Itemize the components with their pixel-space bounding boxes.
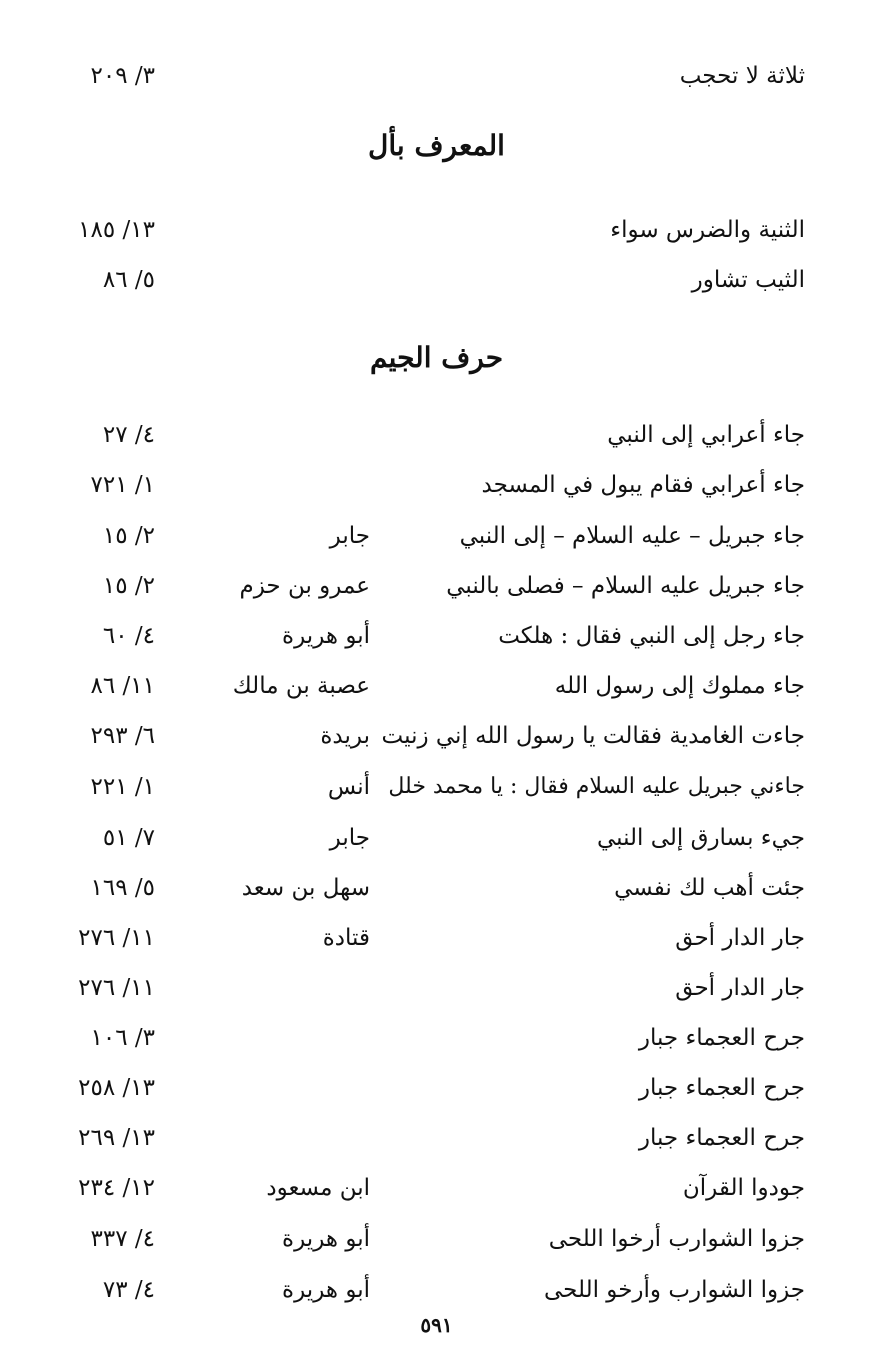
entry-narrator: جابر	[329, 523, 370, 549]
entry-reference: ١٣/ ١٨٥	[78, 217, 155, 243]
entry-reference: ١٢/ ٢٣٤	[78, 1175, 155, 1201]
entry-phrase: جاء رجل إلى النبي فقال : هلكت	[498, 623, 805, 649]
index-entry	[0, 210, 873, 250]
entry-phrase: جرح العجماء جبار	[638, 1075, 805, 1101]
entry-phrase: جاء أعرابي إلى النبي	[607, 422, 805, 448]
entry-reference: ١٣/ ٢٦٩	[78, 1125, 155, 1151]
index-entry	[0, 1219, 873, 1259]
entry-reference: ١١/ ٢٧٦	[78, 925, 155, 951]
entry-narrator: عمرو بن حزم	[239, 573, 370, 599]
section-heading-definite-article: المعرف بأل	[368, 129, 505, 162]
entry-reference: ١/ ٢٢١	[90, 774, 155, 800]
entry-narrator: أبو هريرة	[282, 1277, 370, 1303]
entry-phrase: جاء جبريل عليه السلام – فصلى بالنبي	[446, 573, 805, 599]
entry-phrase: جاء مملوك إلى رسول الله	[554, 673, 805, 699]
index-entry	[0, 968, 873, 1008]
entry-phrase: جرح العجماء جبار	[638, 1025, 805, 1051]
entry-phrase: جار الدار أحق	[675, 975, 805, 1001]
entry-narrator: أبو هريرة	[282, 1226, 370, 1252]
index-entry	[0, 818, 873, 858]
entry-phrase: جاء جبريل – عليه السلام – إلى النبي	[459, 523, 805, 549]
entry-narrator: أنس	[327, 774, 370, 800]
entry-phrase: جرح العجماء جبار	[638, 1125, 805, 1151]
entry-phrase: الثنية والضرس سواء	[610, 217, 805, 243]
entry-narrator: سهل بن سعد	[241, 875, 370, 901]
index-entry	[0, 1018, 873, 1058]
entry-narrator: ابن مسعود	[266, 1175, 370, 1201]
index-entry	[0, 1168, 873, 1208]
entry-phrase: جاءت الغامدية فقالت يا رسول الله إني زنيت	[381, 723, 805, 749]
entry-reference: ٢/ ١٥	[102, 523, 155, 549]
entry-reference: ٣/ ٢٠٩	[90, 63, 155, 89]
index-entry	[0, 566, 873, 606]
index-entry	[0, 260, 873, 300]
entry-reference: ٧/ ٥١	[102, 825, 155, 851]
entry-reference: ٥/ ١٦٩	[90, 875, 155, 901]
index-entry	[0, 616, 873, 656]
entry-narrator: جابر	[329, 825, 370, 851]
entry-reference: ٢/ ١٥	[102, 573, 155, 599]
index-entry	[0, 666, 873, 706]
entry-reference: ١١/ ٨٦	[90, 673, 155, 699]
entry-phrase: جيء بسارق إلى النبي	[596, 825, 805, 851]
entry-narrator: قتادة	[322, 925, 370, 951]
index-entry	[0, 1068, 873, 1108]
entry-narrator: عصبة بن مالك	[232, 673, 370, 699]
entry-phrase: جئت أهب لك نفسي	[614, 875, 805, 901]
entry-reference: ٥/ ٨٦	[102, 267, 155, 293]
entry-narrator: بريدة	[320, 723, 370, 749]
entry-phrase: ثلاثة لا تحجب	[679, 63, 805, 89]
entry-reference: ٣/ ١٠٦	[90, 1025, 155, 1051]
index-entry	[0, 868, 873, 908]
entry-reference: ٤/ ٧٣	[102, 1277, 155, 1303]
entry-phrase: جاءني جبريل عليه السلام فقال : يا محمد خلل	[388, 774, 805, 799]
entry-phrase: جودوا القرآن	[682, 1175, 805, 1201]
entry-reference: ٤/ ٦٠	[102, 623, 155, 649]
index-entry	[0, 415, 873, 455]
index-entry	[0, 1118, 873, 1158]
entry-phrase: جار الدار أحق	[675, 925, 805, 951]
index-entry	[0, 767, 873, 807]
entry-reference: ١٣/ ٢٥٨	[78, 1075, 155, 1101]
entry-reference: ١١/ ٢٧٦	[78, 975, 155, 1001]
index-entry	[0, 516, 873, 556]
index-entry	[0, 1270, 873, 1310]
entry-phrase: جزوا الشوارب وأرخو اللحى	[543, 1277, 805, 1303]
entry-reference: ١/ ٧٢١	[90, 472, 155, 498]
page-number: ٥٩١	[420, 1313, 453, 1337]
entry-reference: ٦/ ٢٩٣	[90, 723, 155, 749]
section-heading-letter-jim: حرف الجيم	[370, 341, 503, 374]
entry-phrase: الثيب تشاور	[691, 267, 805, 293]
entry-phrase: جزوا الشوارب أرخوا اللحى	[548, 1226, 805, 1252]
entry-narrator: أبو هريرة	[282, 623, 370, 649]
index-entry	[0, 56, 873, 96]
index-entry	[0, 465, 873, 505]
entry-phrase: جاء أعرابي فقام يبول في المسجد	[481, 472, 805, 498]
index-entry	[0, 716, 873, 756]
index-entry	[0, 918, 873, 958]
entry-reference: ٤/ ٣٣٧	[90, 1226, 155, 1252]
entry-reference: ٤/ ٢٧	[102, 422, 155, 448]
